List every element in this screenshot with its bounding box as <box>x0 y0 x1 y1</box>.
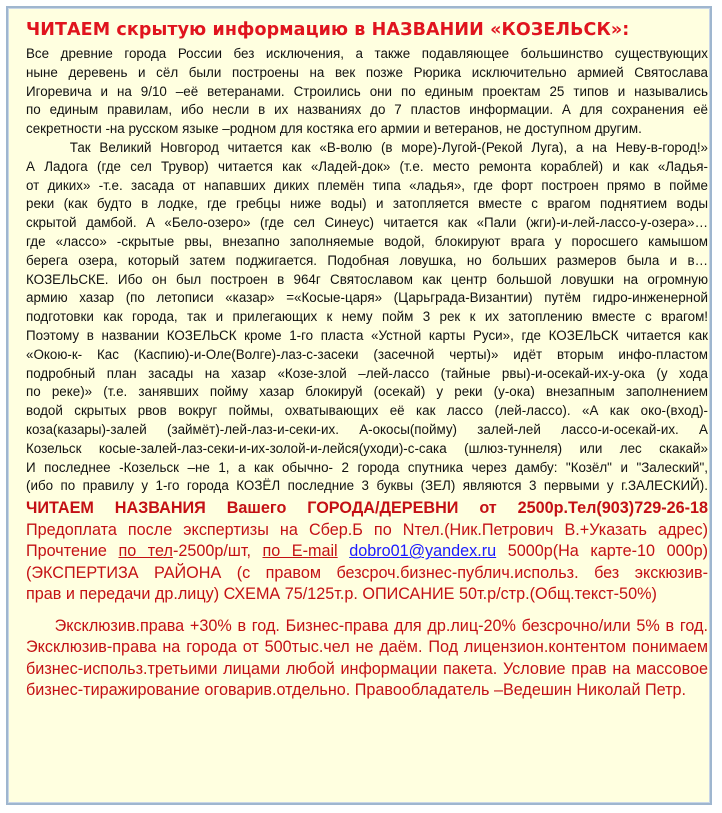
body-line: Козельск косые-залей-лаз-секи-и-их-золой-и-лейся(уходи)-с-сака (шлюз-туннеля) или лес скакай» <box>26 440 708 456</box>
email-link[interactable]: dobro01@yandex.ru <box>349 542 497 561</box>
body-line: подробный план засады на хазар «Козе-злой –лей-лассо (тайные рвы)-и-осекай-их-у-ока (у хода <box>26 365 708 381</box>
body-line: И последнее -Козельск –не 1, а как обычно- 2 города спутника через дамбу: "Козёл" и "Залеский", <box>26 459 708 475</box>
pricing-line: Прочтение по тел-2500р/шт, по E-mail dobro01@yandex.ru 5000р(На карте-10 000р) <box>26 542 708 561</box>
body-line: от диких» -т.е. засада от напавших диких племён типа «ладья», где форт построен прямо в пойме <box>26 177 708 193</box>
body-line: армию хазар (по летописи «казар» =«Косые-царя» (Царьграда-Византии) путём гидро-инженерной <box>26 290 708 306</box>
body-line: по единым правилам, ибо несли в их названиях до 7 пластов информации. А для сохранения её <box>26 102 708 118</box>
expertise-line: (ЭКСПЕРТИЗА РАЙОНА (с правом безсроч.бизнес-публич.использ. без экскюзив- <box>26 563 708 582</box>
offer-headline: ЧИТАЕМ НАЗВАНИЯ Вашего ГОРОДА/ДЕРЕВНИ от 2500р.Тел(903)729-26-18 <box>26 499 708 518</box>
rights-info <box>26 616 708 702</box>
rights-line: бизнес-использ.третьими лицами любой информации пакета. Условие прав на массовое <box>26 659 708 678</box>
body-line: скрытой дамбой. А «Бело-озеро» (где сел Синеус) читается как «Пали (жги)-и-лей-лассо-у-озера»… <box>26 215 708 231</box>
body-line: где «лассо» -скрытые рвы, внезапно заполняемые водой, блокируют врага у поросшего камышом <box>26 233 708 249</box>
prepayment-line: Предоплата после экспертизы на Сбер.Б по Nтел.(Ник.Петрович В.+Указать адрес) <box>26 520 708 539</box>
body-line: Все древние города России без исключения, а также подавляющее большинство существующих <box>26 46 708 61</box>
page-title: ЧИТАЕМ скрытую информацию в НАЗВАНИИ «КОЗЕЛЬСК»: <box>26 20 630 40</box>
body-line: реки (как будто в лодке, где гребцы ниже воды) и затопляется вместе с врагом поднятием воды <box>26 196 708 212</box>
body-line: коза(казары)-залей (займёт)-лей-лаз-и-секи-их. А-окосы(пойму) залей-лей лассо-и-осекай-их. А <box>26 421 708 437</box>
body-line: «Окою-к- Кас (Каспию)-и-Оле(Волге)-лаз-с-засеки (засечной черты)» идёт вторым инфо-пластом <box>26 346 708 362</box>
body-line: Поэтому в названии КОЗЕЛЬСК кроме 1-го пласта «Устной карты Руси», где КОЗЕЛЬСК читается как <box>26 327 708 343</box>
body-line: по реке)» (т.е. занявших пойму хазар блокируй (осекай) у реки (у-ока) внезапным заполнением <box>26 384 708 400</box>
scheme-line: прав и передачи др.лицу) СХЕМА 75/125т.р. ОПИСАНИЕ 50т.р/стр.(Общ.текст-50%) <box>26 585 657 604</box>
body-line: секретности -на русском языке –родном для костяка его армии и ветеранов, не доступном другим. <box>26 121 642 137</box>
body-line: подготовки как города, так и прилегающих к нему пойм 3 рек к их затоплению вместе с врагом! <box>26 309 708 325</box>
body-line: Так Великий Новгород читается как «В-волю (в море)-Лугой-(Рекой Луга), а на Неву-в-город!» <box>26 139 708 155</box>
copyright-line: бизнес-тиражирование оговарив.отдельно. Правообладатель –Ведешин Николай Петр. <box>26 681 686 700</box>
body-line: (ибо по правилу у 1-го города КОЗЁЛ последние 3 буквы (ЗЕЛ) являются 3 первыми у г.ЗАЛЕСКИЙ). <box>26 478 708 494</box>
body-line: Игоревича и на 9/10 –её ветеранами. Строились они по единым проектам 25 типов и назывались <box>26 83 708 99</box>
body-line: водой скрытых рвов вокруг поймы, охватывающих её как лассо (лей-лассо). «А как око-(вход)- <box>26 403 708 419</box>
rights-line: Эксклюзив.права +30% в год. Бизнес-права для др.лиц-20% безсрочно/или 5% в год. <box>26 616 708 635</box>
body-line: ныне деревень и сёл были построены на век позже Рюрика исключительно армией Святослава <box>26 64 708 80</box>
body-line: А Ладога (где сел Трувор) читается как «Ладей-док» (т.е. место ремонта кораблей) и как «Ладья- <box>26 158 708 174</box>
rights-line: Эксклюзив-права на города от 500тыс.чел не даём. Под лицензион.контентом понимаем <box>26 638 708 657</box>
article <box>26 18 708 702</box>
body-line: берега озера, который затем поджигается. Подобная ловушка, но больших размеров была и в… <box>26 252 708 268</box>
article-body <box>26 45 708 496</box>
text-frame <box>6 6 712 805</box>
body-line: КОЗЕЛЬСКЕ. Ибо он был построен в 964г Святославом как центр большой ловушки на огромную <box>26 271 708 287</box>
order-info <box>26 498 708 606</box>
